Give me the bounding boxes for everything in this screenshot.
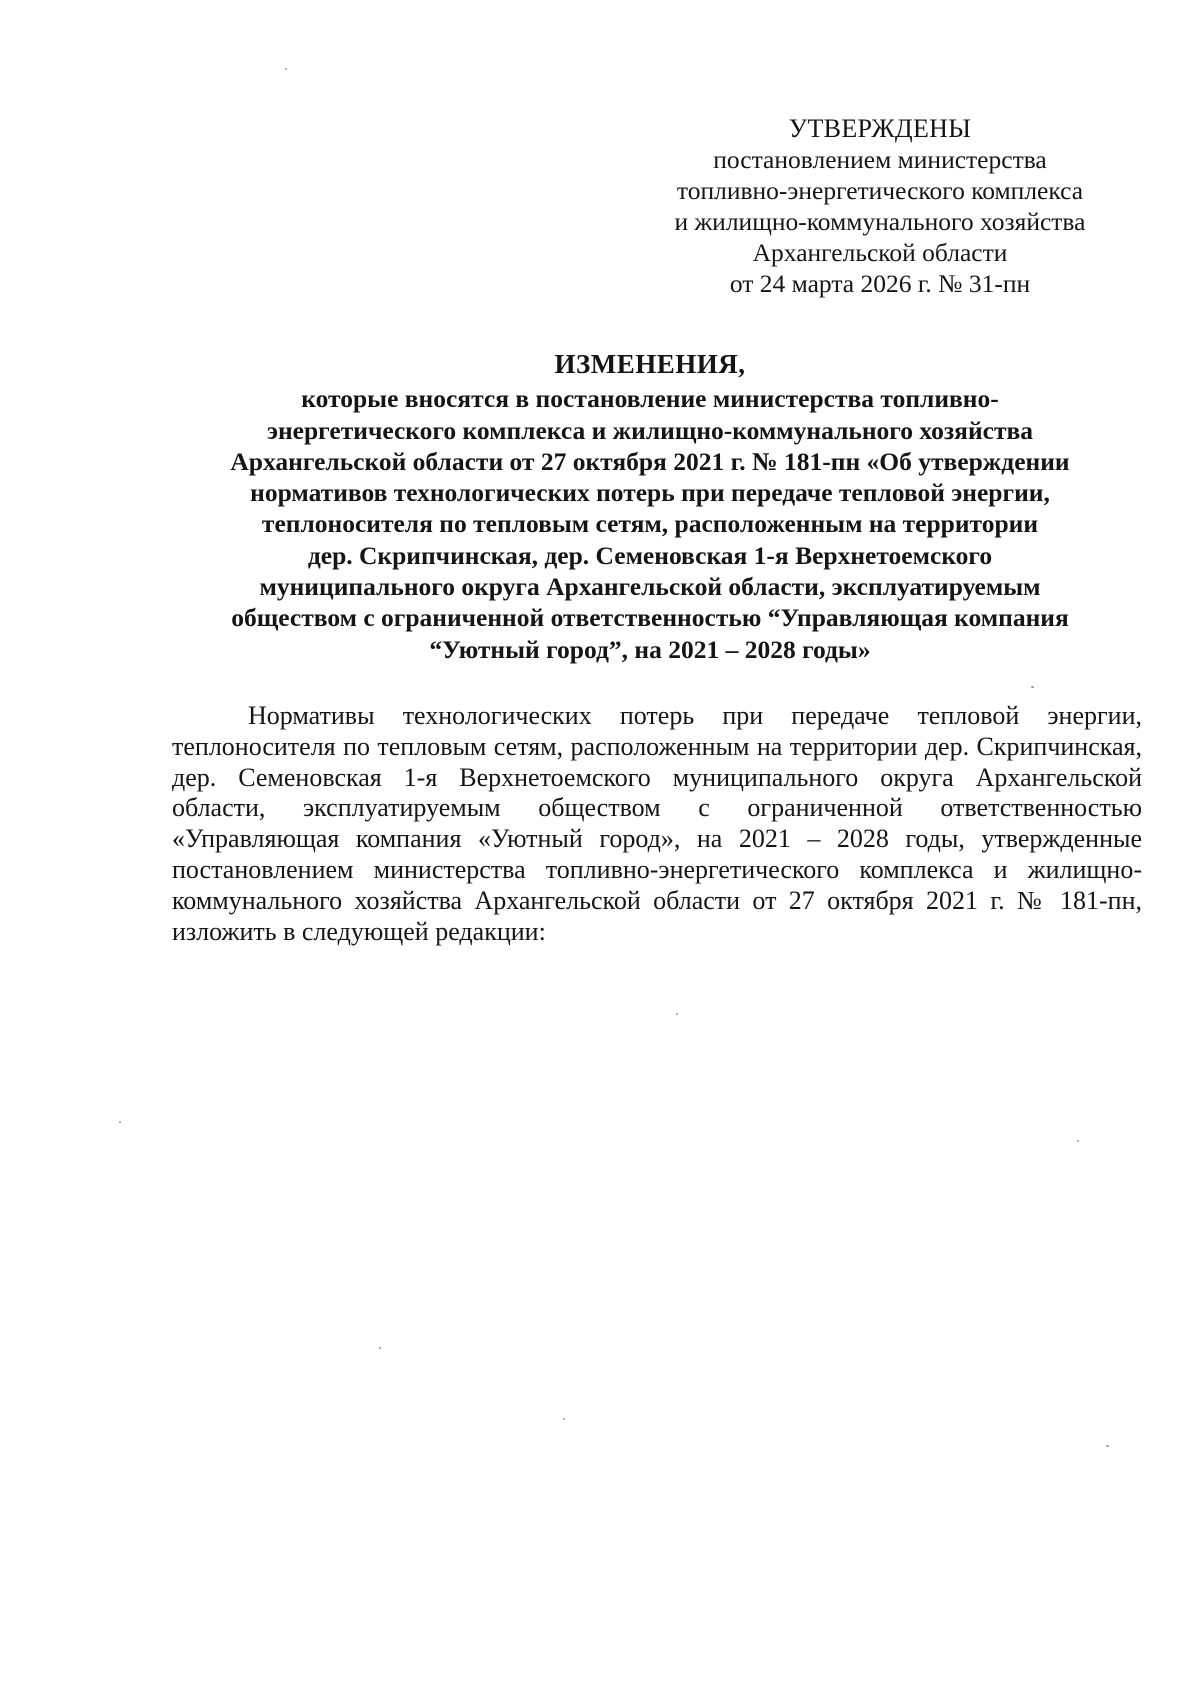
heading-line: муниципального округа Архангельской области, эксплуатируемым	[259, 572, 1041, 602]
approval-line: постановлением министерства	[713, 145, 1047, 174]
heading-line: “Уютный город”, на 2021 – 2028 годы»	[429, 634, 871, 664]
document-heading	[160, 349, 1140, 665]
scan-speck	[285, 68, 287, 70]
heading-title: ИЗМЕНЕНИЯ,	[554, 349, 746, 379]
approval-title: УТВЕРЖДЕНЫ	[788, 114, 972, 143]
approval-block	[640, 113, 1120, 299]
scan-speck	[676, 1013, 678, 1015]
scan-speck	[379, 1347, 381, 1349]
scan-speck	[563, 1418, 565, 1420]
approval-line: топливно-энергетического комплекса	[676, 176, 1084, 205]
approval-line: и жилищно-коммунального хозяйства	[674, 207, 1086, 236]
approval-date-line: от 24 марта 2026 г. № 31-пн	[729, 269, 1031, 298]
heading-line: обществом с ограниченной ответственностью “Управляющая компания	[231, 603, 1069, 633]
scan-speck	[1031, 686, 1034, 688]
heading-line: Архангельской области от 27 октября 2021 г. № 181-пн «Об утверждении	[230, 446, 1070, 476]
heading-line: которые вносятся в постановление министерства топливно-	[301, 384, 999, 414]
heading-line: энергетического комплекса и жилищно-коммунального хозяйства	[266, 415, 1034, 445]
scan-speck	[119, 1121, 121, 1123]
approval-line: Архангельской области	[752, 238, 1008, 267]
heading-line: нормативов технологических потерь при передаче тепловой энергии,	[250, 478, 1050, 508]
scan-speck	[1106, 1445, 1109, 1447]
heading-line: дер. Скрипчинская, дер. Семеновская 1-я Верхнетоемского	[307, 540, 993, 570]
heading-line: теплоносителя по тепловым сетям, расположенным на территории	[261, 509, 1039, 539]
scan-speck	[1077, 1140, 1079, 1142]
body-paragraph: Нормативы технологических потерь при передаче тепловой энергии, теплоносителя по тепловым сетям, расположенным на территории дер. Скрипчинская, дер. Семеновская 1-я Верхнетоемского муниципального округа Архангельской области, эксплуатируемым обществом с ограниченной ответственностью «Управляющая компания «Уютный город», на 2021 – 2028 годы, утвержденные постановлением министерства топливно-энергетического комплекса и жилищно-коммунального хозяйства Архангельской области от 27 октября 2021 г. № 181-пн, изложить в следующей редакции:	[172, 701, 1142, 946]
